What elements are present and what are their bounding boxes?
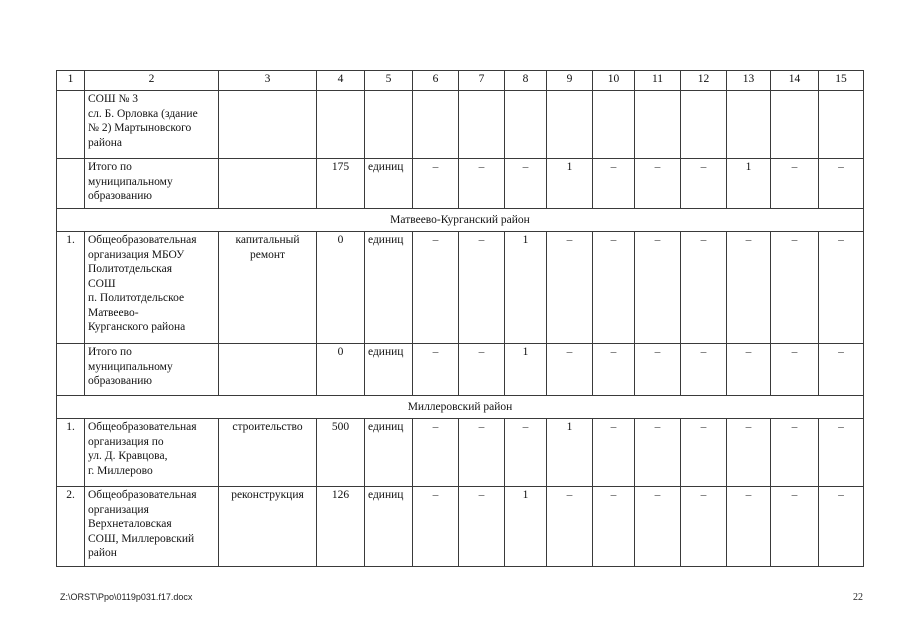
table-body: [57, 71, 864, 567]
table-cell: 1.: [57, 419, 85, 487]
table-cell: Итого по муниципальному образованию: [85, 344, 219, 396]
table-cell: 175: [317, 159, 365, 209]
table-cell: –: [635, 159, 681, 209]
table-cell: 1: [547, 419, 593, 487]
table-row: [57, 419, 864, 487]
table-cell: –: [635, 344, 681, 396]
table-cell: –: [727, 487, 771, 567]
column-header: 7: [459, 71, 505, 91]
table-cell: –: [681, 419, 727, 487]
header-row: [57, 71, 864, 91]
table-cell: –: [593, 344, 635, 396]
table-cell: –: [681, 344, 727, 396]
table-cell: –: [635, 232, 681, 344]
table-cell: [635, 91, 681, 159]
table-cell: 1: [505, 232, 547, 344]
table-cell: –: [771, 487, 819, 567]
table-cell: [317, 91, 365, 159]
table-cell: [459, 91, 505, 159]
table-cell: [365, 91, 413, 159]
table-cell: 126: [317, 487, 365, 567]
table-cell: –: [505, 159, 547, 209]
table-cell: –: [505, 419, 547, 487]
table-cell: –: [459, 344, 505, 396]
table-cell: строительство: [219, 419, 317, 487]
table-cell: 1: [505, 487, 547, 567]
table-cell: –: [819, 232, 864, 344]
table-cell: –: [593, 159, 635, 209]
table-cell: реконструкция: [219, 487, 317, 567]
table-cell: 1.: [57, 232, 85, 344]
table-cell: –: [459, 232, 505, 344]
table-cell: –: [547, 344, 593, 396]
table-cell: единиц: [365, 232, 413, 344]
table-cell: [57, 344, 85, 396]
column-header: 10: [593, 71, 635, 91]
column-header: 12: [681, 71, 727, 91]
table-cell: единиц: [365, 344, 413, 396]
table-cell: –: [413, 232, 459, 344]
table-cell: [727, 91, 771, 159]
table-row: [57, 159, 864, 209]
table-cell: [413, 91, 459, 159]
table-cell: –: [413, 344, 459, 396]
section-row: [57, 396, 864, 419]
column-header: 11: [635, 71, 681, 91]
table-cell: –: [413, 159, 459, 209]
table-row: [57, 232, 864, 344]
table-cell: [219, 91, 317, 159]
section-row: [57, 209, 864, 232]
table-cell: СОШ № 3 сл. Б. Орловка (здание № 2) Мартыновского района: [85, 91, 219, 159]
table-cell: –: [819, 159, 864, 209]
table-cell: 0: [317, 232, 365, 344]
table-cell: Общеобразовательная организация МБОУ Политотдельская СОШ п. Политотдельское Матвеево- Курганского района: [85, 232, 219, 344]
column-header: 4: [317, 71, 365, 91]
table-row: [57, 344, 864, 396]
table-cell: [681, 91, 727, 159]
table-cell: –: [547, 232, 593, 344]
table-cell: единиц: [365, 159, 413, 209]
column-header: 5: [365, 71, 413, 91]
column-header: 6: [413, 71, 459, 91]
table-cell: –: [819, 344, 864, 396]
column-header: 1: [57, 71, 85, 91]
table-cell: [819, 91, 864, 159]
table-cell: [505, 91, 547, 159]
table-cell: –: [727, 344, 771, 396]
table-cell: –: [593, 232, 635, 344]
table-cell: капитальный ремонт: [219, 232, 317, 344]
table-cell: –: [771, 159, 819, 209]
table-cell: [219, 159, 317, 209]
table-row: [57, 91, 864, 159]
table-cell: Итого по муниципальному образованию: [85, 159, 219, 209]
table-cell: –: [819, 487, 864, 567]
table-cell: –: [635, 487, 681, 567]
table-cell: –: [727, 419, 771, 487]
table-cell: 0: [317, 344, 365, 396]
table-cell: единиц: [365, 487, 413, 567]
section-title: Миллеровский район: [57, 396, 864, 419]
column-header: 3: [219, 71, 317, 91]
table-cell: –: [771, 232, 819, 344]
column-header: 15: [819, 71, 864, 91]
page-number: 22: [853, 592, 863, 603]
table-cell: [547, 91, 593, 159]
table-cell: Общеобразовательная организация Верхнеталовская СОШ, Миллеровский район: [85, 487, 219, 567]
report-table: [56, 70, 864, 567]
table-cell: [771, 91, 819, 159]
table-cell: 2.: [57, 487, 85, 567]
table-cell: –: [413, 487, 459, 567]
table-cell: –: [459, 419, 505, 487]
column-header: 8: [505, 71, 547, 91]
table-cell: –: [819, 419, 864, 487]
table-cell: –: [727, 232, 771, 344]
column-header: 14: [771, 71, 819, 91]
table-cell: –: [459, 159, 505, 209]
table-cell: –: [593, 487, 635, 567]
table-cell: –: [413, 419, 459, 487]
table-cell: [593, 91, 635, 159]
table-cell: Общеобразовательная организация по ул. Д. Кравцова, г. Миллерово: [85, 419, 219, 487]
table-cell: –: [681, 159, 727, 209]
table-cell: –: [681, 487, 727, 567]
column-header: 9: [547, 71, 593, 91]
table-row: [57, 487, 864, 567]
table-cell: [57, 91, 85, 159]
table-cell: 1: [727, 159, 771, 209]
footer-file-path: Z:\ORST\Ppo\0119p031.f17.docx: [60, 592, 193, 602]
table-cell: 1: [505, 344, 547, 396]
table-cell: –: [547, 487, 593, 567]
table-cell: –: [681, 232, 727, 344]
table-cell: единиц: [365, 419, 413, 487]
table-cell: –: [459, 487, 505, 567]
table-cell: –: [635, 419, 681, 487]
table-cell: –: [771, 344, 819, 396]
table-cell: –: [771, 419, 819, 487]
table-cell: 1: [547, 159, 593, 209]
section-title: Матвеево-Курганский район: [57, 209, 864, 232]
table-cell: [219, 344, 317, 396]
table-cell: –: [593, 419, 635, 487]
table-cell: 500: [317, 419, 365, 487]
column-header: 13: [727, 71, 771, 91]
column-header: 2: [85, 71, 219, 91]
table-cell: [57, 159, 85, 209]
